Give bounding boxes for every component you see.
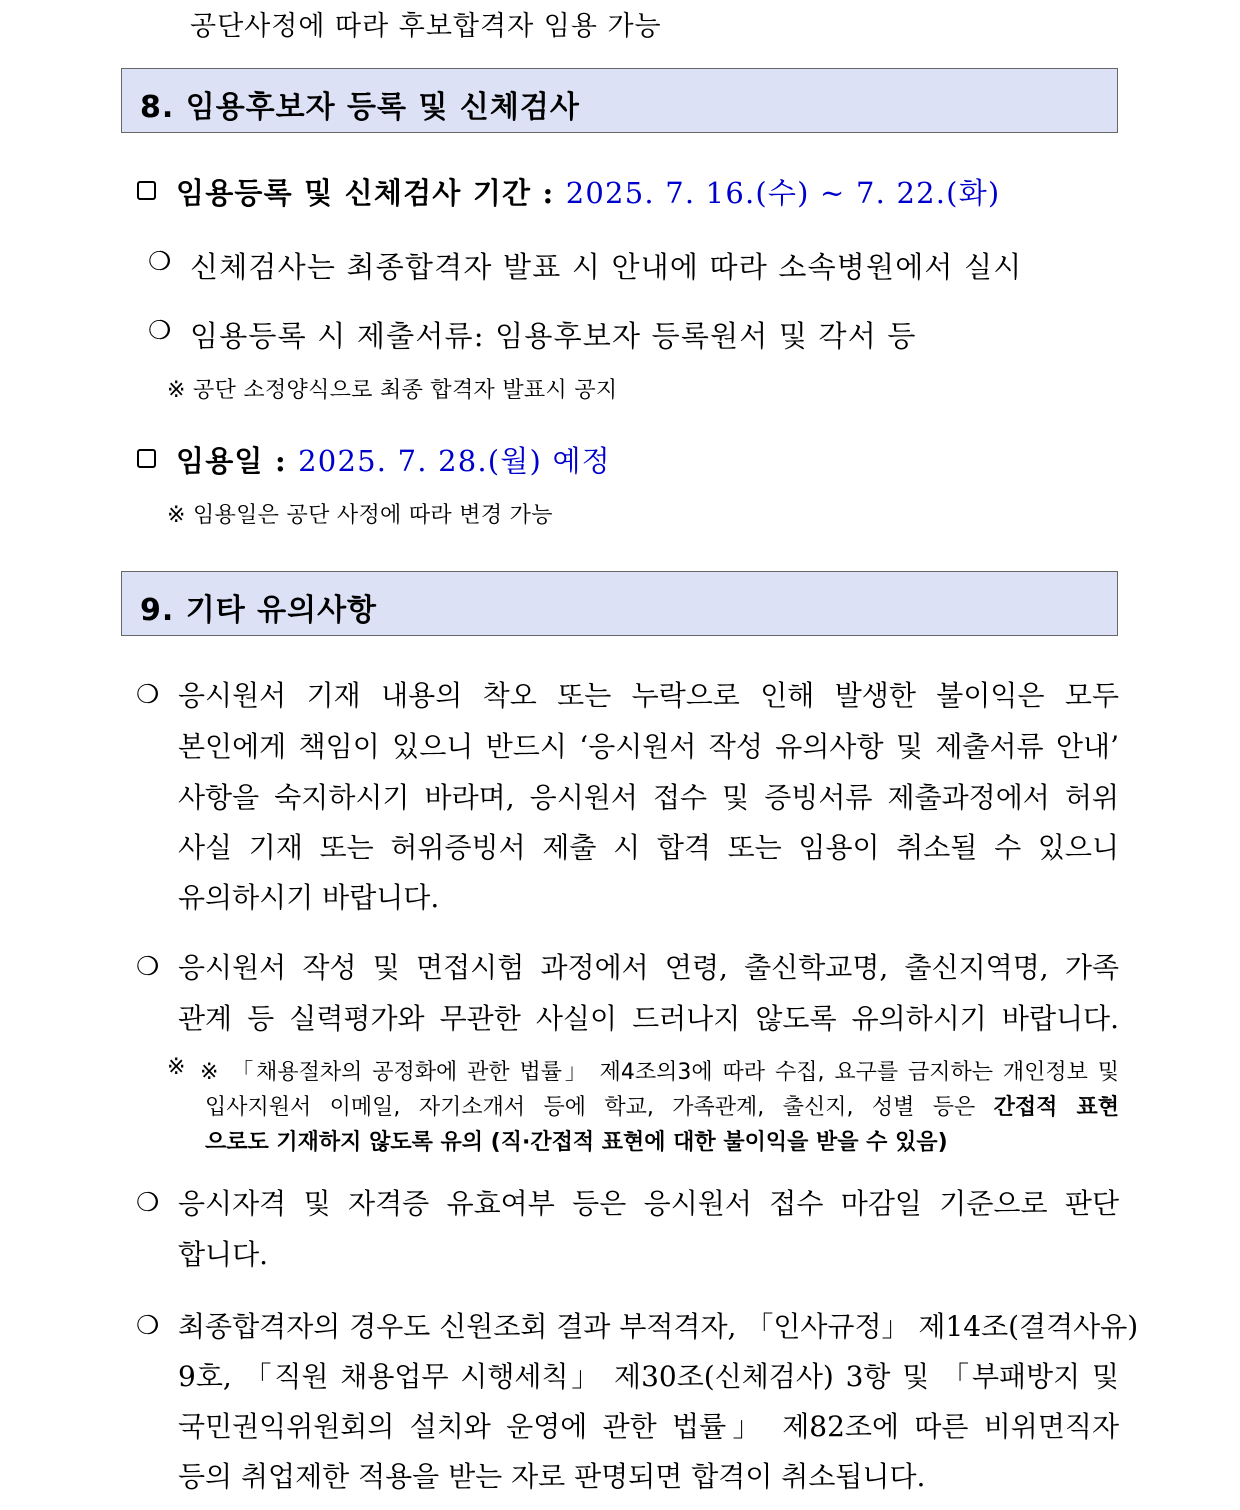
para4-line: 국민권익위원회의 설치와 운영에 관한 법률」 제82조에 따른 비위면직자: [178, 1410, 1119, 1443]
period-value: 2025. 7. 16.(수) ~ 7. 22.(화): [565, 176, 1001, 210]
para4-line: 등의 취업제한 적용을 받는 자로 판명되면 합격이 취소됩니다.: [178, 1460, 926, 1493]
law-notice-line1: ※ 「채용절차의 공정화에 관한 법률」 제4조의3에 따라 수집, 요구를 금지하는 개인정보 및: [200, 1060, 1119, 1085]
circle-bullet-icon: ❍: [136, 952, 160, 982]
section-8-title: 8. 임용후보자 등록 및 신체검사: [140, 90, 580, 125]
appointment-date-label: 임용일 :: [176, 444, 299, 478]
law-notice-line2: [205, 1090, 1119, 1121]
law-notice-line3: [205, 1125, 948, 1156]
date-change-notice: ※ 임용일은 공단 사정에 따라 변경 가능: [167, 503, 553, 528]
period-label: 임용등록 및 신체검사 기간 :: [176, 176, 566, 210]
para4-line: 최종합격자의 경우도 신원조회 결과 부적격자, 「인사규정」 제14조(결격사유): [178, 1310, 1139, 1343]
physical-exam-bullet: 신체검사는 최종합격자 발표 시 안내에 따라 소속병원에서 실시: [190, 250, 1023, 284]
circle-bullet-icon: ❍: [148, 247, 172, 277]
law-notice-line3-bold: 으로도 기재하지 않도록 유의: [205, 1130, 484, 1155]
para1-line: 유의하시기 바랍니다.: [178, 881, 440, 914]
documents-bullet: 임용등록 시 제출서류: 임용후보자 등록원서 및 각서 등: [190, 319, 917, 353]
law-notice-line3-normal: (직·간접적 표현에 대한 불이익을 받을 수 있음): [483, 1130, 948, 1155]
appointment-date-value: 2025. 7. 28.(월) 예정: [298, 444, 611, 478]
para2-line: 관계 등 실력평가와 무관한 사실이 드러나지 않도록 유의하시기 바랍니다.: [178, 1002, 1119, 1035]
period-row: [176, 171, 1000, 212]
para3-line: 합니다.: [178, 1238, 269, 1271]
circle-bullet-icon: ❍: [148, 316, 172, 346]
law-notice-line2-bold: 간접적 표현: [993, 1095, 1119, 1120]
circle-bullet-icon: ❍: [136, 1188, 160, 1218]
appointment-date-row: [176, 439, 611, 480]
law-notice-line2-normal: 입사지원서 이메일, 자기소개서 등에 학교, 가족관계, 출신지, 성별 등은: [205, 1095, 994, 1120]
para1-line: 본인에게 책임이 있으니 반드시 ‘응시원서 작성 유의사항 및 제출서류 안내’: [178, 730, 1119, 763]
para3-line: 응시자격 및 자격증 유효여부 등은 응시원서 접수 마감일 기준으로 판단: [178, 1187, 1119, 1220]
checkbox-icon: [137, 449, 156, 468]
section-9-header: [121, 571, 1118, 636]
checkbox-icon: [137, 181, 156, 200]
circle-bullet-icon: ❍: [136, 680, 160, 710]
form-notice: ※ 공단 소정양식으로 최종 합격자 발표시 공지: [167, 378, 618, 403]
para4-line: 9호, 「직원 채용업무 시행세칙」 제30조(신체검사) 3항 및 「부패방지 및: [178, 1360, 1119, 1393]
para1-line: 사실 기재 또는 허위증빙서 제출 시 합격 또는 임용이 취소될 수 있으니: [178, 831, 1119, 864]
para2-line: 응시원서 작성 및 면접시험 과정에서 연령, 출신학교명, 출신지역명, 가족: [178, 951, 1119, 984]
section-9-title: 9. 기타 유의사항: [140, 593, 378, 628]
law-notice-marker: ※: [167, 1055, 186, 1080]
circle-bullet-icon: ❍: [136, 1311, 160, 1341]
continued-text-line: 공단사정에 따라 후보합격자 임용 가능: [190, 11, 662, 42]
para1-line: 사항을 숙지하시기 바라며, 응시원서 접수 및 증빙서류 제출과정에서 허위: [178, 781, 1119, 814]
section-8-header: [121, 68, 1118, 133]
para1-line: 응시원서 기재 내용의 착오 또는 누락으로 인해 발생한 불이익은 모두: [178, 679, 1119, 712]
